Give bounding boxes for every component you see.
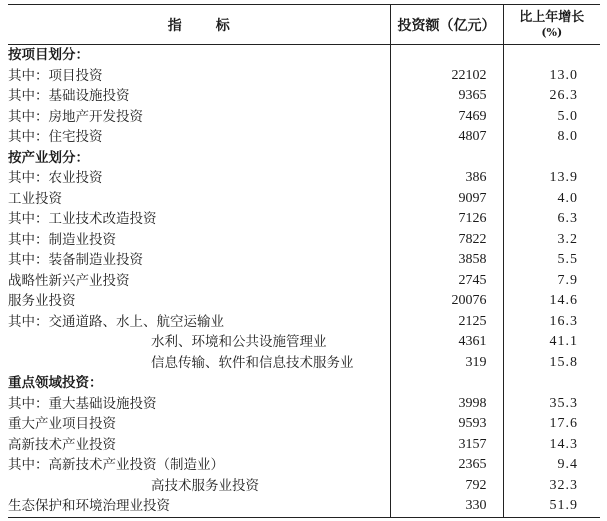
row-label: 工业投资 [8,190,62,207]
table-row [8,312,600,333]
investment-cell: 9593 [390,414,503,435]
table-row [8,394,600,415]
investment-cell: 22102 [390,66,503,87]
investment-cell: 386 [390,168,503,189]
section-row-key-areas [8,373,600,394]
investment-cell: 792 [390,476,503,497]
header-indicator: 指标 [8,5,390,45]
investment-cell: 330 [390,496,503,517]
row-label: 其中：农业投资 [8,170,103,186]
investment-cell: 9097 [390,189,503,210]
investment-cell: 319 [390,353,503,374]
table-row [8,86,600,107]
investment-cell: 2125 [390,312,503,333]
table-row [8,332,600,353]
growth-cell: 6.3 [503,209,600,230]
investment-cell: 3998 [390,394,503,415]
table-row [8,271,600,292]
row-label: 其中：住宅投资 [8,129,103,145]
section-row-by-industry [8,148,600,169]
table-row [8,476,600,497]
table-row [8,189,600,210]
row-label: 其中：重大基础设施投资 [8,395,157,412]
table-row [8,230,600,251]
growth-cell: 3.2 [503,230,600,251]
table-row [8,353,600,374]
growth-cell: 26.3 [503,86,600,107]
growth-cell: 17.6 [503,414,600,435]
table-row [8,250,600,271]
row-label: 重大产业项目投资 [8,416,116,432]
growth-cell: 51.9 [503,496,600,517]
investment-cell [390,45,503,66]
table-row [8,455,600,476]
growth-cell: 16.3 [503,312,600,333]
row-label: 其中：基础设施投资 [8,88,130,104]
investment-cell: 3858 [390,250,503,271]
growth-cell: 14.3 [503,435,600,456]
table-row [8,168,600,189]
growth-cell: 7.9 [503,271,600,292]
table-row [8,435,600,456]
table-row [8,496,600,517]
table-row [8,107,600,128]
table-row [8,291,600,312]
investment-cell [390,148,503,169]
investment-cell: 9365 [390,86,503,107]
row-label: 生态保护和环境治理业投资 [8,496,390,517]
growth-cell [503,373,600,394]
table-row [8,414,600,435]
growth-cell: 41.1 [503,332,600,353]
growth-cell [503,45,600,66]
row-label: 重点领域投资： [8,375,103,391]
row-label: 服务业投资 [8,293,76,309]
row-label: 其中：工业技术改造投资 [8,211,157,227]
table-row [8,66,600,87]
growth-cell: 9.4 [503,455,600,476]
investment-cell: 4807 [390,127,503,148]
table-row [8,127,600,148]
investment-cell: 20076 [390,291,503,312]
investment-cell: 7822 [390,230,503,251]
section-row-by-project [8,45,600,66]
header-investment: 投资额（亿元） [390,5,503,45]
row-label: 高技术服务业投资 [151,477,259,494]
row-label: 高新技术产业投资 [8,436,116,453]
table-header-row [8,5,600,45]
row-label: 其中：装备制造业投资 [8,252,143,268]
row-label: 水利、环境和公共设施管理业 [151,334,327,350]
investment-cell: 3157 [390,435,503,456]
growth-cell: 32.3 [503,476,600,497]
investment-cell: 7126 [390,209,503,230]
growth-cell: 35.3 [503,394,600,415]
row-label: 其中：高新技术产业投资（制造业） [8,457,224,473]
table-row [8,209,600,230]
growth-cell: 13.0 [503,66,600,87]
growth-cell: 15.8 [503,353,600,374]
growth-cell: 4.0 [503,189,600,210]
row-label: 其中：制造业投资 [8,231,116,248]
header-growth: 比上年增长 (%) [503,5,600,45]
investment-cell [390,373,503,394]
investment-cell: 4361 [390,332,503,353]
row-label: 按产业划分： [8,149,89,166]
growth-cell: 5.5 [503,250,600,271]
row-label: 战略性新兴产业投资 [8,272,130,289]
investment-cell: 2365 [390,455,503,476]
row-label: 其中：项目投资 [8,67,103,84]
growth-cell: 8.0 [503,127,600,148]
investment-cell: 7469 [390,107,503,128]
row-label: 信息传输、软件和信息技术服务业 [151,354,354,371]
growth-cell [503,148,600,169]
growth-cell: 5.0 [503,107,600,128]
investment-table [8,4,600,518]
row-label: 其中：房地产开发投资 [8,108,143,125]
row-label: 按项目划分： [8,47,89,63]
growth-cell: 13.9 [503,168,600,189]
row-label: 其中：交通道路、水上、航空运输业 [8,313,224,330]
growth-cell: 14.6 [503,291,600,312]
investment-cell: 2745 [390,271,503,292]
